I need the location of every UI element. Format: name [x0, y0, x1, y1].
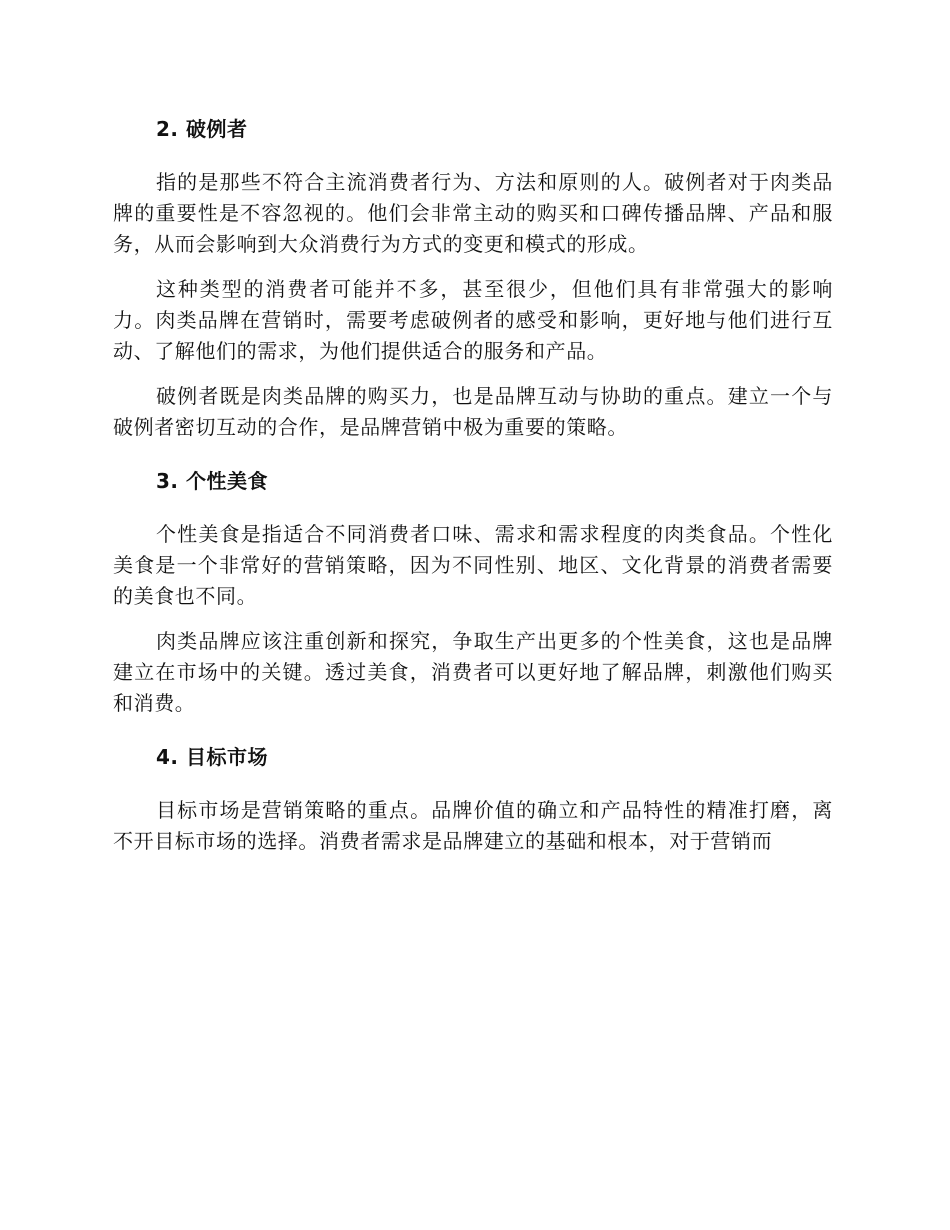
document-body: [113, 112, 833, 871]
paragraph: 破例者既是肉类品牌的购买力，也是品牌互动与协助的重点。建立一个与破例者密切互动的合作，是品牌营销中极为重要的策略。: [113, 384, 833, 439]
paragraph: 这种类型的消费者可能并不多，甚至很少，但他们具有非常强大的影响力。肉类品牌在营销时，需要考虑破例者的感受和影响，更好地与他们进行互动、了解他们的需求，为他们提供适合的服务和产品。: [113, 277, 833, 363]
paragraph: 指的是那些不符合主流消费者行为、方法和原则的人。破例者对于肉类品牌的重要性是不容忽视的。他们会非常主动的购买和口碑传播品牌、产品和服务，从而会影响到大众消费行为方式的变更和模式的形成。: [113, 170, 833, 256]
section-heading-4: 4. 目标市场: [156, 745, 268, 769]
paragraph: 个性美食是指适合不同消费者口味、需求和需求程度的肉类食品。个性化美食是一个非常好的营销策略，因为不同性别、地区、文化背景的消费者需要的美食也不同。: [113, 522, 833, 608]
paragraph: 肉类品牌应该注重创新和探究，争取生产出更多的个性美食，这也是品牌建立在市场中的关键。透过美食，消费者可以更好地了解品牌，刺激他们购买和消费。: [113, 629, 833, 715]
section-heading-3: 3. 个性美食: [156, 469, 268, 493]
paragraph: 目标市场是营销策略的重点。品牌价值的确立和产品特性的精准打磨，离不开目标市场的选择。消费者需求是品牌建立的基础和根本，对于营销而: [113, 798, 833, 853]
section-heading-2: 2. 破例者: [156, 117, 248, 141]
